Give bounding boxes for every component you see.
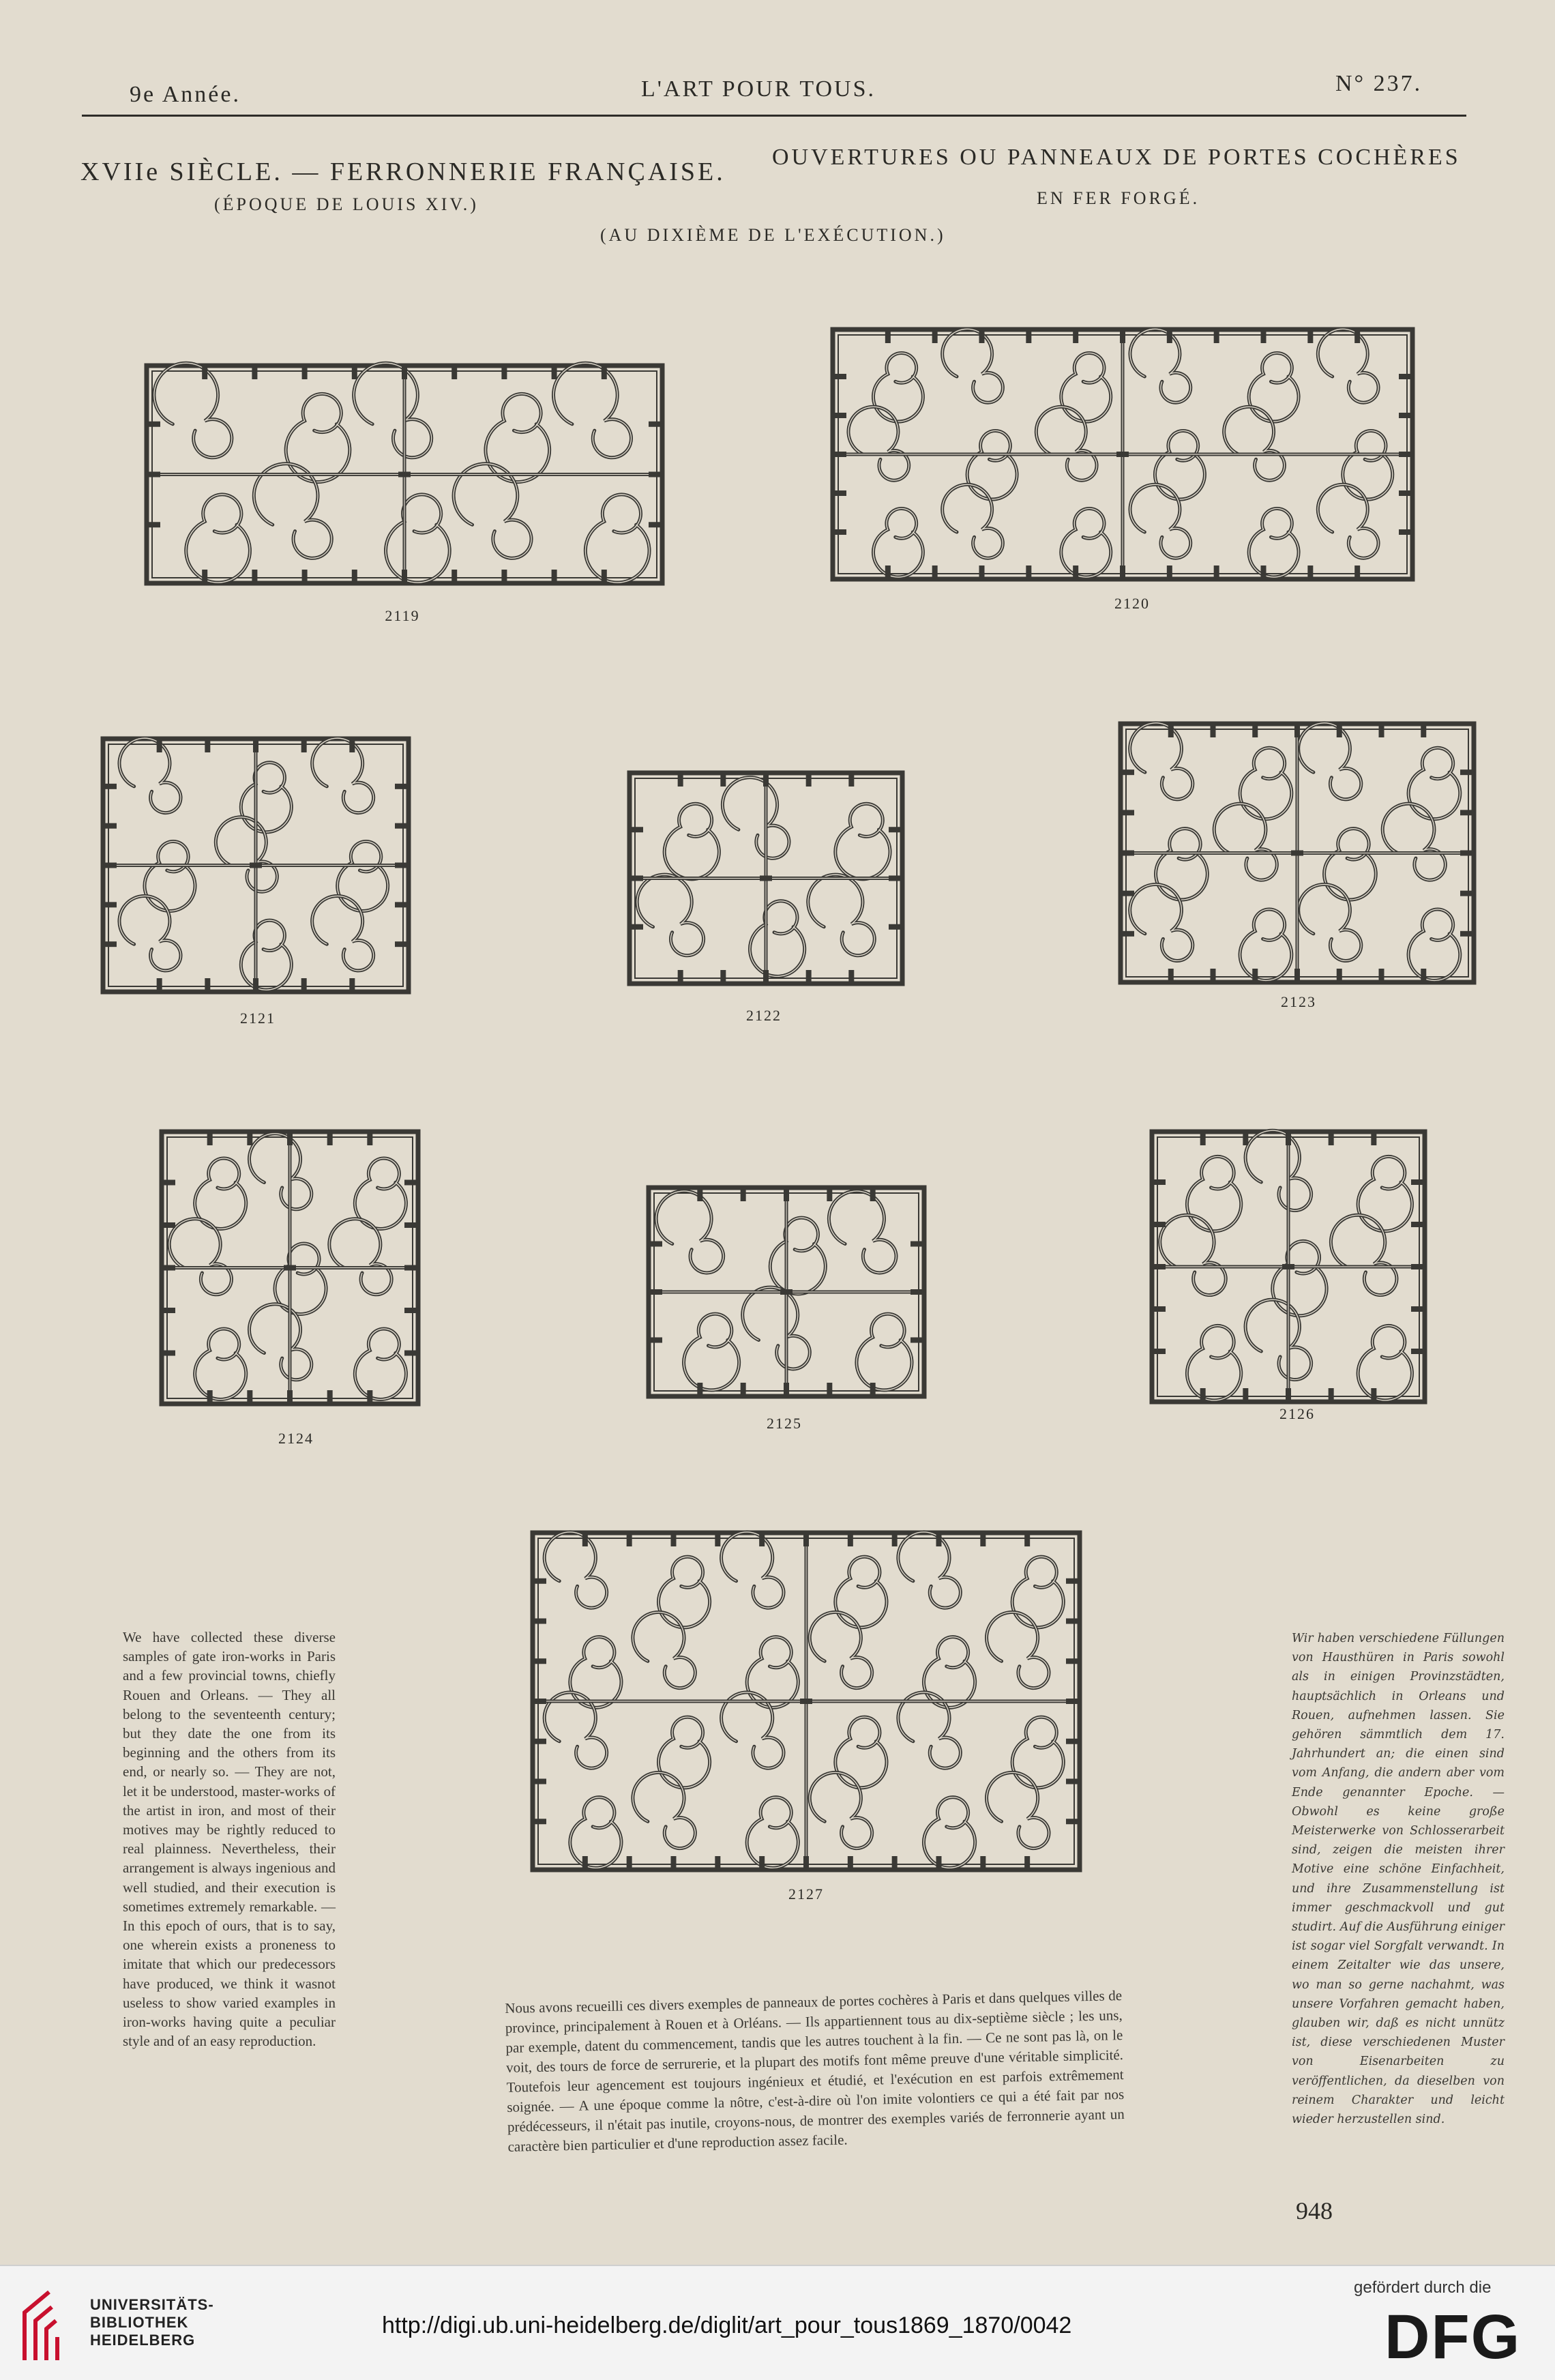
- panel-caption: 2127: [788, 1885, 824, 1902]
- page-number: 948: [1296, 2197, 1333, 2224]
- ironwork-panel-2126: [1150, 1130, 1427, 1404]
- ironwork-panel-2122: [627, 771, 904, 986]
- panel-2123-drawing: [1119, 722, 1476, 984]
- panel-2120-drawing: [831, 327, 1415, 581]
- english-text-column: We have collected these diverse samples of gate iron-works in Paris and a few provincial towns, chiefly Rouen and Orleans. — They all belong to the seventeenth century; but they date the one from its beginning and the others from its end, or nearly so. — They are not, let it be understood, master-works of the artist in iron, and most of their motives may be rightly reduced to real plainness. Nevertheless, their arrangement is always ingenious and well studied, and their execution is sometimes extremely remarkable. — In this epoch of ours, that is to say, one wherein exists a proneness to imitate that which our predecessors have produced, we think it wasnot useless to show varied examples in iron-works having quite a peculiar style and of an easy reproduction.: [123, 1629, 336, 2050]
- header-issue-number: N° 237.: [1335, 71, 1423, 96]
- sponsor-label: gefördert durch die: [1354, 2278, 1492, 2297]
- panel-2122-drawing: [627, 771, 904, 986]
- panel-2126-drawing: [1150, 1130, 1427, 1404]
- ironwork-panel-2121: [101, 737, 411, 994]
- university-logo-icon: [18, 2285, 80, 2367]
- ironwork-panel-2125: [647, 1186, 926, 1398]
- panel-2124-drawing: [160, 1130, 420, 1406]
- panel-caption: 2122: [746, 1007, 782, 1024]
- title-subject: OUVERTURES OU PANNEAUX DE PORTES COCHÈRES: [772, 145, 1461, 170]
- institution-name: UNIVERSITÄTS- BIBLIOTHEK HEIDELBERG: [90, 2296, 214, 2349]
- title-century: XVIIe SIÈCLE. — FERRONNERIE FRANÇAISE.: [80, 158, 726, 186]
- panel-caption: 2119: [385, 607, 420, 624]
- dfg-logo: DFG: [1384, 2302, 1522, 2372]
- title-epoch: (ÉPOQUE DE LOUIS XIV.): [214, 194, 479, 214]
- french-text-block: Nous avons recueilli ces divers exemples de panneaux de portes cochères à Paris et dans quelques villes de province, principalement à Rouen et à Orléans. — Ils appartiennent tous au dix-septième siècle ; les uns, par exemple, datent du commencement, tandis que les autres touchent à la fin. — Ce ne sont pas là, on le voit, des tours de force de serrurerie, et la plupart des motifs font même preuve d'une véritable simplicité. Toutefois leur agencement est toujours ingénieux et étudié, et l'exécution en est parfois extrêmement soignée. — A une époque comme la nôtre, c'est-à-dire où l'on imite volontiers ce qui a été fait par nos prédécesseurs, il n'était pas inutile, croyons-nous, de montrer des exemples variés de ferronnerie ayant un caractère bien particulier et d'une reproduction assez facile.: [505, 1987, 1125, 2155]
- german-text-column: Wir haben verschiedene Füllungen von Hausthüren in Paris sowohl als in einigen Provinzstädten, hauptsächlich in Orleans und Rouen, aufnehmen lassen. Sie gehören sämmtlich dem 17. Jahrhundert an; die einen sind vom Anfang, die andern aber vom Ende genannter Epoche. — Obwohl es keine große Meisterwerke von Schlosserarbeit sind, zeigen die meisten ihrer Motive eine schöne Einfachheit, und ihre Zusammenstellung ist immer geschmackvoll und gut studirt. Auf die Ausführung einiger ist sogar viel Sorgfalt verwandt. In einem Zeitalter wie das unsere, wo man so gerne nachahmt, was unsere Vorfahren gemacht haben, glauben wir, daß es nicht unnütz ist, diese verschiedenen Muster von Eisenarbeiten zu veröffentlichen, da dieselben von reinem Charakter und leicht wieder herzustellen sind.: [1292, 1632, 1505, 2127]
- header-journal-title: L'ART POUR TOUS.: [641, 76, 876, 102]
- panel-caption: 2123: [1281, 993, 1316, 1010]
- panel-caption: 2120: [1114, 595, 1150, 612]
- ironwork-panel-2123: [1119, 722, 1476, 984]
- panel-2119-drawing: [145, 364, 664, 585]
- ironwork-panel-2120: [831, 327, 1415, 581]
- permalink-url[interactable]: http://digi.ub.uni-heidelberg.de/diglit/art_pour_tous1869_1870/0042: [382, 2312, 1072, 2338]
- title-material: EN FER FORGÉ.: [1037, 188, 1200, 208]
- panel-2121-drawing: [101, 737, 411, 994]
- header-rule: [82, 115, 1466, 117]
- ironwork-panel-2124: [160, 1130, 420, 1406]
- panel-2125-drawing: [647, 1186, 926, 1398]
- panel-caption: 2126: [1279, 1405, 1315, 1422]
- panel-caption: 2124: [278, 1430, 314, 1447]
- panel-caption: 2121: [240, 1010, 276, 1027]
- header-year: 9e Année.: [130, 82, 241, 107]
- panel-2127-drawing: [531, 1531, 1082, 1872]
- panel-caption: 2125: [767, 1415, 802, 1432]
- title-scale: (AU DIXIÈME DE L'EXÉCUTION.): [600, 225, 946, 245]
- ironwork-panel-2127: [531, 1531, 1082, 1872]
- ironwork-panel-2119: [145, 364, 664, 585]
- viewer-footer: [0, 2265, 1555, 2380]
